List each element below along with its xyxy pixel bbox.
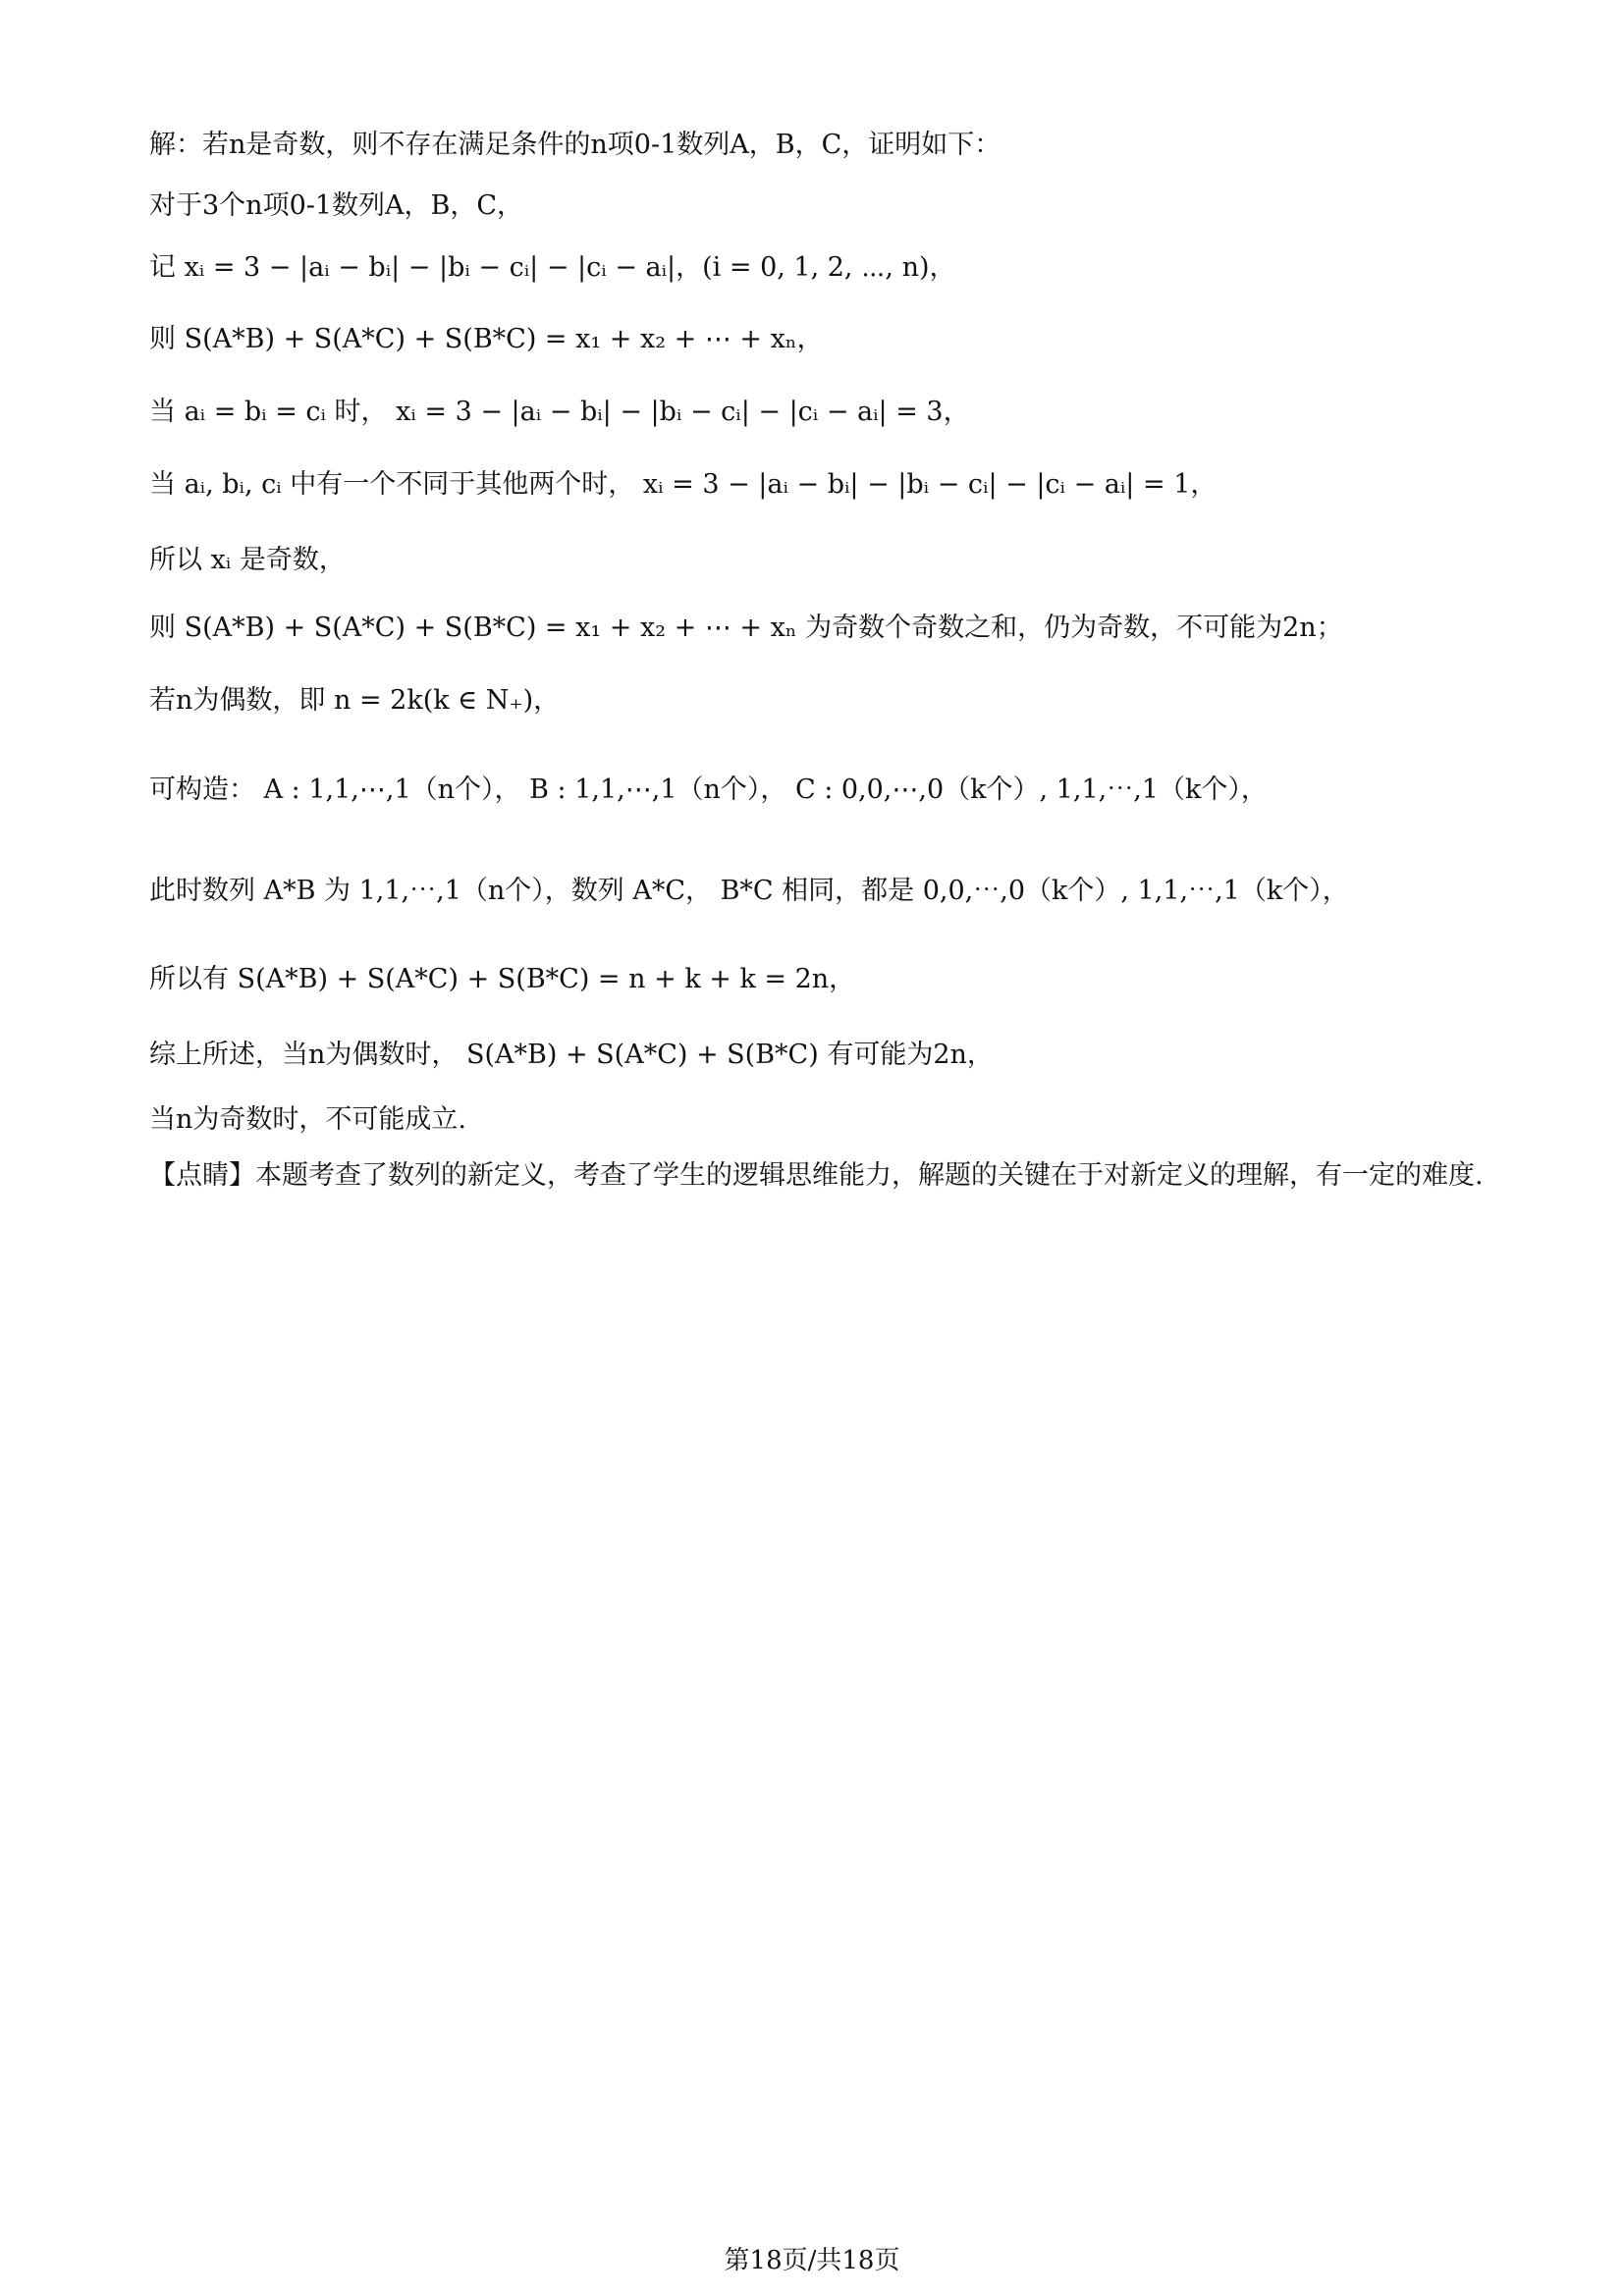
solution-line-8: 则 S(A*B) + S(A*C) + S(B*C) = x₁ + x₂ + ⋯ + xₙ 为奇数个奇数之和，仍为奇数，不可能为2n； xyxy=(149,613,1343,643)
solution-line-10: 可构造： A : 1,1,⋯,1（n个）， B : 1,1,⋯,1（n个）， C : 0,0,⋯,0（k个）, 1,1,⋯,1（k个）， xyxy=(149,774,1268,805)
solution-line-12: 所以有 S(A*B) + S(A*C) + S(B*C) = n + k + k = 2n， xyxy=(149,964,856,994)
solution-line-5: 当 aᵢ = bᵢ = cᵢ 时， xᵢ = 3 − |aᵢ − bᵢ| − |bᵢ − cᵢ| − |cᵢ − aᵢ| = 3， xyxy=(149,397,970,427)
solution-line-11: 此时数列 A*B 为 1,1,⋯,1（n个），数列 A*C， B*C 相同，都是 0,0,⋯,0（k个）, 1,1,⋯,1（k个）， xyxy=(149,876,1349,906)
solution-line-7: 所以 xᵢ 是奇数， xyxy=(149,545,346,575)
solution-line-4: 则 S(A*B) + S(A*C) + S(B*C) = x₁ + x₂ + ⋯ + xₙ， xyxy=(149,324,824,354)
solution-line-3: 记 xᵢ = 3 − |aᵢ − bᵢ| − |bᵢ − cᵢ| − |cᵢ − aᵢ|，(i = 0, 1, 2, ⋯, n)， xyxy=(149,252,956,283)
solution-line-1: 解：若n是奇数，则不存在满足条件的n项0-1数列A，B，C，证明如下： xyxy=(149,130,1001,160)
solution-line-2: 对于3个n项0-1数列A，B，C， xyxy=(149,190,524,221)
solution-line-6: 当 aᵢ, bᵢ, cᵢ 中有一个不同于其他两个时， xᵢ = 3 − |aᵢ − bᵢ| − |bᵢ − cᵢ| − |cᵢ − aᵢ| = 1， xyxy=(149,469,1218,500)
solution-line-9: 若n为偶数，即 n = 2k(k ∈ N₊)， xyxy=(149,685,561,716)
solution-line-14: 当n为奇数时，不可能成立. xyxy=(149,1104,466,1135)
page-footer: 第18页/共18页 xyxy=(724,2246,900,2275)
comment-paragraph: 【点睛】本题考查了数列的新定义，考查了学生的逻辑思维能力，解题的关键在于对新定义的理解，有一定的难度. xyxy=(149,1160,1484,1191)
solution-line-13: 综上所述，当n为偶数时， S(A*B) + S(A*C) + S(B*C) 有可能为2n， xyxy=(149,1040,994,1070)
